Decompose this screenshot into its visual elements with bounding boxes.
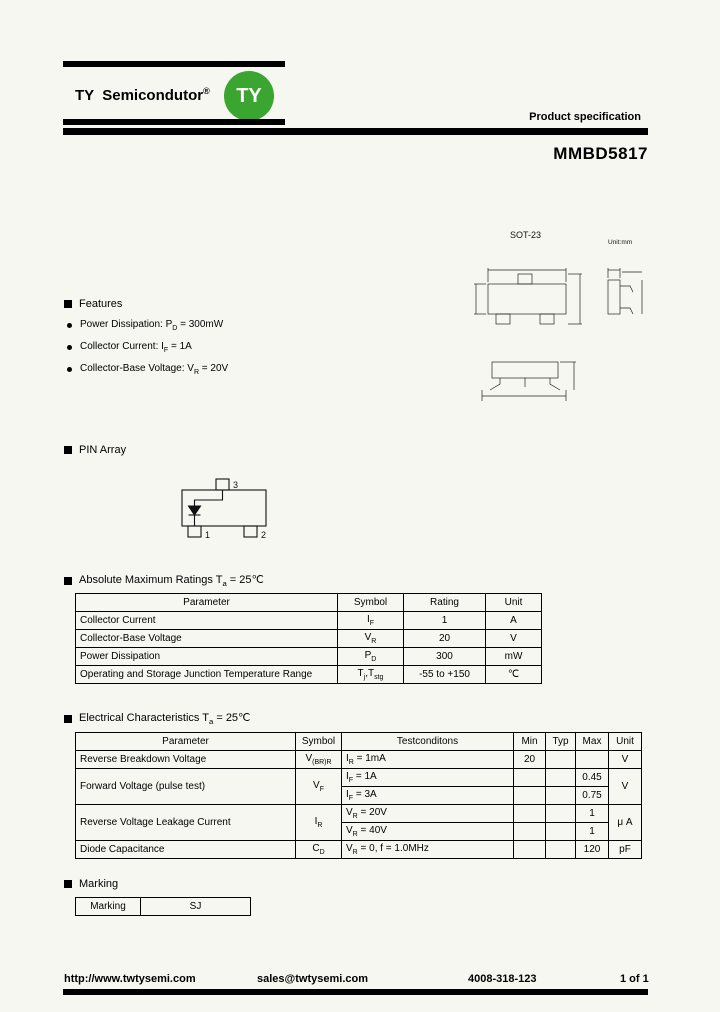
unit-note-label: Unit:mm (608, 239, 633, 246)
header-rule-mid (63, 119, 285, 125)
table-cell: Collector Current (76, 612, 338, 630)
section-square-icon (64, 880, 72, 888)
table-cell: $I_R$ (296, 805, 342, 841)
col-header-min: Min (514, 733, 546, 751)
table-cell (546, 751, 576, 769)
table-cell: $V_{(BR)R}$ (296, 751, 342, 769)
section-square-icon (64, 300, 72, 308)
footer-rule (63, 989, 648, 995)
table-cell: 300 (404, 648, 486, 666)
abs-max-table (75, 593, 542, 684)
brand-logo (224, 71, 274, 121)
package-body-top-view (488, 284, 566, 314)
table-row (76, 898, 251, 916)
pin-2-label: 2 (261, 530, 267, 540)
features-title-text: Features (79, 298, 123, 310)
table-cell: $I_F$ (338, 612, 404, 630)
abs-max-body (76, 612, 542, 684)
table-cell: Reverse Breakdown Voltage (76, 751, 296, 769)
marking-value-cell: SJ (141, 898, 251, 916)
col-header-symbol: Symbol (338, 594, 404, 612)
table-cell (546, 769, 576, 787)
table-cell: V (486, 630, 542, 648)
pin-array-title-text: PIN Array (79, 444, 127, 456)
table-row (76, 648, 542, 666)
table-cell: $I_F = 1A$ (342, 769, 514, 787)
table-cell: 20 (404, 630, 486, 648)
table-cell: $V_R$ (338, 630, 404, 648)
elec-char-title (64, 711, 250, 726)
marking-table (75, 897, 251, 916)
part-number: MMBD5817 (553, 144, 648, 163)
table-header-row (76, 594, 542, 612)
table-cell: $C_D$ (296, 841, 342, 859)
table-cell: pF (609, 841, 642, 859)
logo-text: TY (236, 84, 262, 107)
marking-title (64, 878, 118, 890)
table-cell: $T_j,T_{stg}$ (338, 666, 404, 684)
diode-symbol-icon (189, 506, 201, 515)
bullet-icon (67, 323, 72, 328)
pin-array-title (64, 444, 126, 456)
table-cell: 20 (514, 751, 546, 769)
table-cell: 120 (576, 841, 609, 859)
table-cell: V (609, 751, 642, 769)
feature-item (67, 363, 387, 376)
feature-text: Collector-Base Voltage: $V_R = 20V$ (80, 363, 229, 376)
table-cell: Operating and Storage Junction Temperature Range (76, 666, 338, 684)
elec-body (76, 751, 642, 859)
table-cell: $V_F$ (296, 769, 342, 805)
table-cell: -55 to +150 (404, 666, 486, 684)
section-square-icon (64, 446, 72, 454)
table-cell (546, 841, 576, 859)
table-cell: μ A (609, 805, 642, 841)
table-row (76, 630, 542, 648)
table-cell: mW (486, 648, 542, 666)
col-header-parameter: Parameter (76, 733, 296, 751)
col-header-testconditions: Testconditons (342, 733, 514, 751)
table-cell (546, 805, 576, 823)
marking-title-text: Marking (79, 878, 119, 890)
elec-table (75, 732, 642, 859)
abs-max-title-text: Absolute Maximum Ratings $T_a$ = 25℃ (79, 574, 264, 589)
feature-item (67, 341, 387, 354)
section-square-icon (64, 577, 72, 585)
col-header-unit: Unit (486, 594, 542, 612)
brand-text: TY Semicondutor (75, 87, 204, 104)
table-cell (546, 787, 576, 805)
table-cell: $I_F = 3A$ (342, 787, 514, 805)
table-cell: $V_R = 0$, f = 1.0MHz (342, 841, 514, 859)
pin-array-diagram (172, 462, 288, 554)
footer-website-link[interactable]: http://www.twtysemi.com (64, 973, 196, 985)
col-header-unit: Unit (609, 733, 642, 751)
bullet-icon (67, 367, 72, 372)
table-cell: ℃ (486, 666, 542, 684)
col-header-typ: Typ (546, 733, 576, 751)
table-cell (514, 787, 546, 805)
pin-3-label: 3 (233, 480, 239, 490)
table-cell: $V_R = 40V$ (342, 823, 514, 841)
table-cell: 1 (576, 823, 609, 841)
spec-label: Product specification (529, 111, 641, 123)
header-rule-top (63, 61, 285, 67)
col-header-symbol: Symbol (296, 733, 342, 751)
table-cell: 0.75 (576, 787, 609, 805)
feature-text: Collector Current: $I_F = 1A$ (80, 341, 192, 354)
abs-max-title (64, 573, 264, 588)
pin-1-label: 1 (205, 530, 211, 540)
table-header-row (76, 733, 642, 751)
table-row (76, 805, 642, 823)
table-row (76, 666, 542, 684)
table-cell: Diode Capacitance (76, 841, 296, 859)
table-cell: Power Dissipation (76, 648, 338, 666)
col-header-max: Max (576, 733, 609, 751)
table-cell (514, 823, 546, 841)
col-header-parameter: Parameter (76, 594, 338, 612)
feature-item (67, 319, 387, 332)
table-cell (576, 751, 609, 769)
col-header-rating: Rating (404, 594, 486, 612)
footer-email-link[interactable]: sales@twtysemi.com (257, 973, 368, 985)
brand-name (75, 86, 210, 104)
table-cell: 1 (576, 805, 609, 823)
table-row (76, 841, 642, 859)
elec-char-title-text: Electrical Characteristics $T_a$ = 25℃ (79, 712, 251, 727)
table-cell (514, 805, 546, 823)
table-cell: V (609, 769, 642, 805)
package-drawing (462, 224, 658, 416)
table-cell: A (486, 612, 542, 630)
table-cell: 1 (404, 612, 486, 630)
bullet-icon (67, 345, 72, 350)
table-cell (514, 769, 546, 787)
table-cell (546, 823, 576, 841)
table-cell: $I_R = 1mA$ (342, 751, 514, 769)
marking-label-cell: Marking (76, 898, 141, 916)
features-list (67, 319, 387, 385)
table-cell (514, 841, 546, 859)
table-cell: Collector-Base Voltage (76, 630, 338, 648)
section-square-icon (64, 715, 72, 723)
feature-text: Power Dissipation: $P_D = 300mW$ (80, 319, 224, 332)
features-title (64, 298, 122, 310)
table-row (76, 751, 642, 769)
table-row (76, 612, 542, 630)
footer-page-indicator: 1 of 1 (620, 973, 649, 985)
registered-mark-icon: ® (203, 86, 210, 96)
table-cell: Forward Voltage (pulse test) (76, 769, 296, 805)
table-row (76, 769, 642, 787)
package-name-label: SOT-23 (510, 230, 542, 240)
table-cell: $V_R = 20V$ (342, 805, 514, 823)
table-cell: 0.45 (576, 769, 609, 787)
footer-phone: 4008-318-123 (468, 973, 537, 985)
header-rule-full (63, 128, 648, 135)
table-cell: Reverse Voltage Leakage Current (76, 805, 296, 841)
table-cell: $P_D$ (338, 648, 404, 666)
